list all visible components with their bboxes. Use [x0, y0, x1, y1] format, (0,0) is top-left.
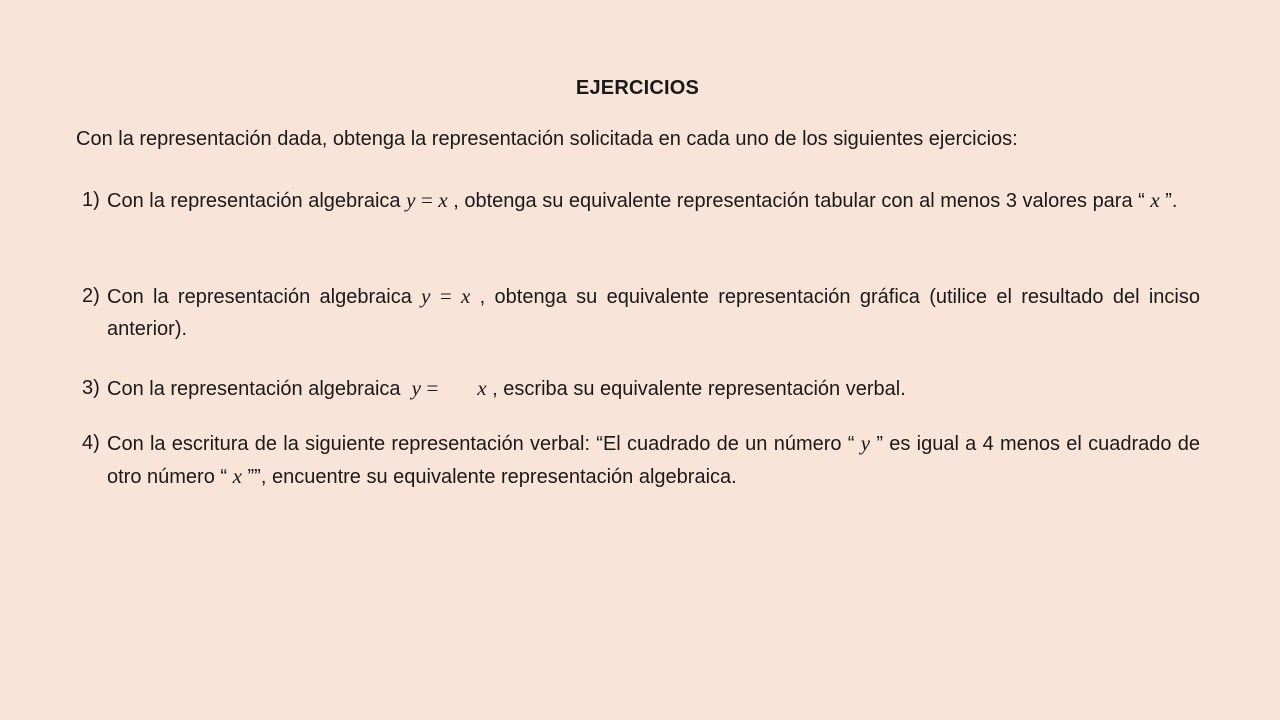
exercise-number: 1) [82, 189, 100, 211]
exercise-1 [82, 184, 1200, 217]
variable-x: x [232, 464, 242, 488]
equation-x: x [460, 284, 471, 308]
exercise-4 [82, 427, 1200, 493]
equation-sign: = [420, 188, 433, 212]
exercise-3 [82, 372, 1200, 405]
equation-x: x [477, 376, 487, 400]
equation-y: y [421, 284, 431, 308]
slide-title: EJERCICIOS [575, 77, 700, 99]
exercise-text: Con la representación algebraica y = x , obtenga su equivalente representación tabular con al menos 3 valores para “ x ”. [107, 188, 1178, 212]
exercise-text: Con la escritura de la siguiente representación verbal: “El cuadrado de un número “ y ” es igual a 4 menos el cuadrado de otro número “ x ””, encuentre su equivalente representación algebraica. [107, 431, 1201, 488]
exercise-number: 4) [82, 432, 100, 454]
variable-x: x [1150, 188, 1160, 212]
exercise-number: 2) [82, 285, 100, 307]
variable-y: y [860, 431, 871, 455]
exercise-2 [82, 280, 1200, 345]
equation-sign: = [426, 376, 439, 400]
exercise-number: 3) [82, 377, 100, 399]
equation-y: y [411, 376, 421, 400]
equation-sign: = [439, 284, 452, 308]
intro-text: Con la representación dada, obtenga la representación solicitada en cada uno de los siguientes ejercicios: [76, 128, 1018, 150]
exercise-text: Con la representación algebraica y = x , obtenga su equivalente representación gráfica (utilice el resultado del inciso anterior). [107, 284, 1200, 340]
equation-y: y [406, 188, 416, 212]
equation-x: x [438, 188, 448, 212]
exercise-text: Con la representación algebraica y = x , escriba su equivalente representación verbal. [107, 376, 906, 400]
